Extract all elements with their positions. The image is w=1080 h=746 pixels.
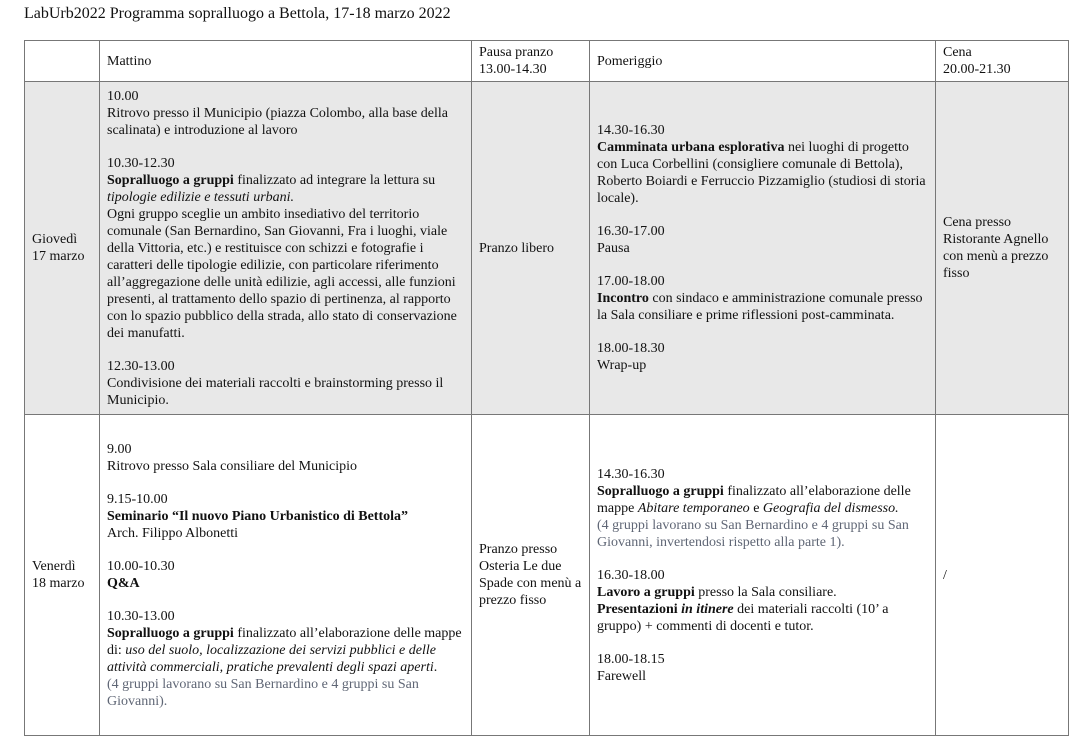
text-run: 18.00-18.30 <box>597 341 665 356</box>
schedule-block <box>107 441 464 475</box>
text-run: Abitare temporaneo <box>637 500 750 516</box>
schedule-block <box>107 88 464 139</box>
schedule-line <box>597 466 928 483</box>
day-name: Venerdì <box>32 559 76 574</box>
schedule-block <box>107 155 464 342</box>
text-run: e <box>749 500 763 516</box>
cena-cell: / <box>936 415 1069 736</box>
schedule-line <box>597 290 928 324</box>
text-run: 10.30-12.30 <box>107 155 175 171</box>
day-cell <box>25 415 100 736</box>
schedule-block <box>597 651 928 685</box>
text-run: 16.30-17.00 <box>597 224 665 239</box>
schedule-line <box>107 676 464 710</box>
text-run: Arch. Filippo Albonetti <box>107 525 239 541</box>
text-run: . <box>433 659 438 675</box>
header-cena-label: Cena <box>943 45 972 60</box>
text-run: 10.30-13.00 <box>107 608 175 624</box>
document-title: LabUrb2022 Programma sopralluogo a Bettola, 17-18 marzo 2022 <box>24 5 451 22</box>
text-run: con sindaco e amministrazione comunale presso la Sala consiliare e prime riflessioni post-camminata. <box>597 291 923 323</box>
schedule-block <box>107 491 464 542</box>
text-run: 9.15-10.00 <box>107 491 168 507</box>
text-run: 10.00 <box>107 88 139 104</box>
text-run: uso del suolo, localizzazione dei servizi pubblici e delle attività commerciali, pratiche prevalenti degli spazi aperti <box>107 642 436 675</box>
text-run: Ritrovo presso Sala consiliare del Municipio <box>107 458 358 474</box>
pausa-cell: Pranzo libero <box>472 82 590 415</box>
header-day <box>25 41 100 82</box>
schedule-block <box>597 122 928 207</box>
header-pausa <box>472 41 590 82</box>
schedule-line <box>597 223 928 240</box>
text-run: in itinere <box>681 601 734 617</box>
text-run: 9.00 <box>107 441 132 457</box>
day-date: 18 marzo <box>32 576 85 591</box>
schedule-line <box>107 375 464 409</box>
text-run: dei materiali raccolti (10’ a gruppo) + commenti di docenti e tutor. <box>597 601 889 634</box>
text-run: nei luoghi di progetto con Luca Corbellini (consigliere comunale di Bettola), Roberto Boiardi e Ferruccio Pizzamiglio (studiosi di storia locale). <box>597 140 926 206</box>
schedule-line <box>107 625 464 676</box>
mattino-cell <box>100 415 472 736</box>
header-cena <box>936 41 1069 82</box>
schedule-block <box>597 223 928 257</box>
text-run: finalizzato ad integrare la lettura su <box>233 172 436 188</box>
schedule-line <box>107 458 464 475</box>
text-run: Q&A <box>107 575 140 591</box>
text-run: Sopralluogo a gruppi <box>597 483 724 499</box>
schedule-line <box>597 139 928 207</box>
text-run: 18.00-18.15 <box>597 651 665 667</box>
text-run: Wrap-up <box>597 358 647 373</box>
text-run: (4 gruppi lavorano su San Bernardino e 4 gruppi su San Giovanni, invertendosi rispetto alla parte 1). <box>597 517 909 550</box>
schedule-line <box>107 508 464 525</box>
schedule-line <box>107 105 464 139</box>
text-run: Presentazioni <box>597 601 682 617</box>
schedule-line <box>597 273 928 290</box>
schedule-block <box>597 340 928 374</box>
schedule-block <box>597 567 928 635</box>
text-run: Geografia del dismesso. <box>762 500 899 516</box>
schedule-line <box>597 601 928 635</box>
text-run: 16.30-18.00 <box>597 567 665 583</box>
mattino-cell <box>100 82 472 415</box>
schedule-line <box>597 122 928 139</box>
text-run: finalizzato all’elaborazione delle mappe <box>597 483 911 516</box>
schedule-line <box>107 206 464 342</box>
schedule-block <box>107 608 464 710</box>
text-run: Incontro <box>597 291 649 306</box>
text-run: Ogni gruppo sceglie un ambito insediativo del territorio comunale (San Bernardino, San Giovanni, Fra i luoghi, viale della Vittoria, etc.) e restituisce con schizzi e fotografie i caratteri delle tipologie edilizie, con particolare riferimento all’aggregazione delle unità edilizie, agli accessi, alle funzioni presenti, al trattamento dello spazio di pertinenza, al rapporto con lo spazio pubblico della strada, allo stato di conservazione dei manufatti. <box>107 206 457 341</box>
text-run: presso la Sala consiliare. <box>694 584 837 600</box>
schedule-line <box>107 525 464 542</box>
header-mattino: Mattino <box>100 41 472 82</box>
pausa-cell: Pranzo presso Osteria Le due Spade con menù a prezzo fisso <box>472 415 590 736</box>
schedule-line <box>107 608 464 625</box>
text-run: Ritrovo presso il Municipio (piazza Colombo, alla base della scalinata) e introduzione al lavoro <box>107 105 448 138</box>
text-run: 14.30-16.30 <box>597 466 665 482</box>
text-run: Seminario “Il nuovo Piano Urbanistico di Bettola” <box>107 508 409 524</box>
text-run: 10.00-10.30 <box>107 558 175 574</box>
pomeriggio-cell <box>590 415 936 736</box>
row-giovedi <box>25 82 1069 415</box>
schedule-line <box>107 441 464 458</box>
schedule-line <box>597 651 928 668</box>
schedule-line <box>107 575 464 592</box>
header-pausa-label: Pausa pranzo <box>479 45 554 60</box>
schedule-block <box>597 273 928 324</box>
schedule-block <box>107 558 464 592</box>
header-cena-time: 20.00-21.30 <box>943 62 1011 77</box>
schedule-line <box>107 358 464 375</box>
text-run: 17.00-18.00 <box>597 274 665 289</box>
schedule-block <box>597 466 928 551</box>
schedule-line <box>597 567 928 584</box>
row-venerdi <box>25 415 1069 736</box>
day-name: Giovedì <box>32 232 78 247</box>
schedule-line <box>107 88 464 105</box>
schedule-table <box>24 40 1069 736</box>
header-pomeriggio: Pomeriggio <box>590 41 936 82</box>
pomeriggio-cell <box>590 82 936 415</box>
text-run: Farewell <box>597 668 646 684</box>
text-run: 14.30-16.30 <box>597 123 665 138</box>
schedule-line <box>597 584 928 601</box>
schedule-line <box>597 340 928 357</box>
text-run: tipologie edilizie e tessuti urbani. <box>107 189 295 205</box>
schedule-line <box>107 491 464 508</box>
schedule-line <box>107 155 464 172</box>
schedule-line <box>597 357 928 374</box>
text-run: finalizzato all’elaborazione delle mappe di: <box>107 625 462 658</box>
schedule-block <box>107 358 464 409</box>
schedule-line <box>107 172 464 206</box>
text-run: Condivisione dei materiali raccolti e brainstorming presso il Municipio. <box>107 375 444 408</box>
text-run: (4 gruppi lavorano su San Bernardino e 4 gruppi su San Giovanni). <box>107 676 419 709</box>
text-run: Sopralluogo a gruppi <box>107 172 234 188</box>
text-run: Pausa <box>597 241 630 256</box>
schedule-line <box>107 558 464 575</box>
text-run: 12.30-13.00 <box>107 358 175 374</box>
text-run: Camminata urbana esplorativa <box>597 140 785 155</box>
header-row <box>25 41 1069 82</box>
schedule-line <box>597 517 928 551</box>
schedule-line <box>597 668 928 685</box>
day-cell <box>25 82 100 415</box>
day-date: 17 marzo <box>32 249 85 264</box>
cena-cell: Cena presso Ristorante Agnello con menù a prezzo fisso <box>936 82 1069 415</box>
schedule-line <box>597 483 928 517</box>
schedule-line <box>597 240 928 257</box>
header-pausa-time: 13.00-14.30 <box>479 62 547 77</box>
text-run: Sopralluogo a gruppi <box>107 625 234 641</box>
text-run: Lavoro a gruppi <box>597 584 695 600</box>
